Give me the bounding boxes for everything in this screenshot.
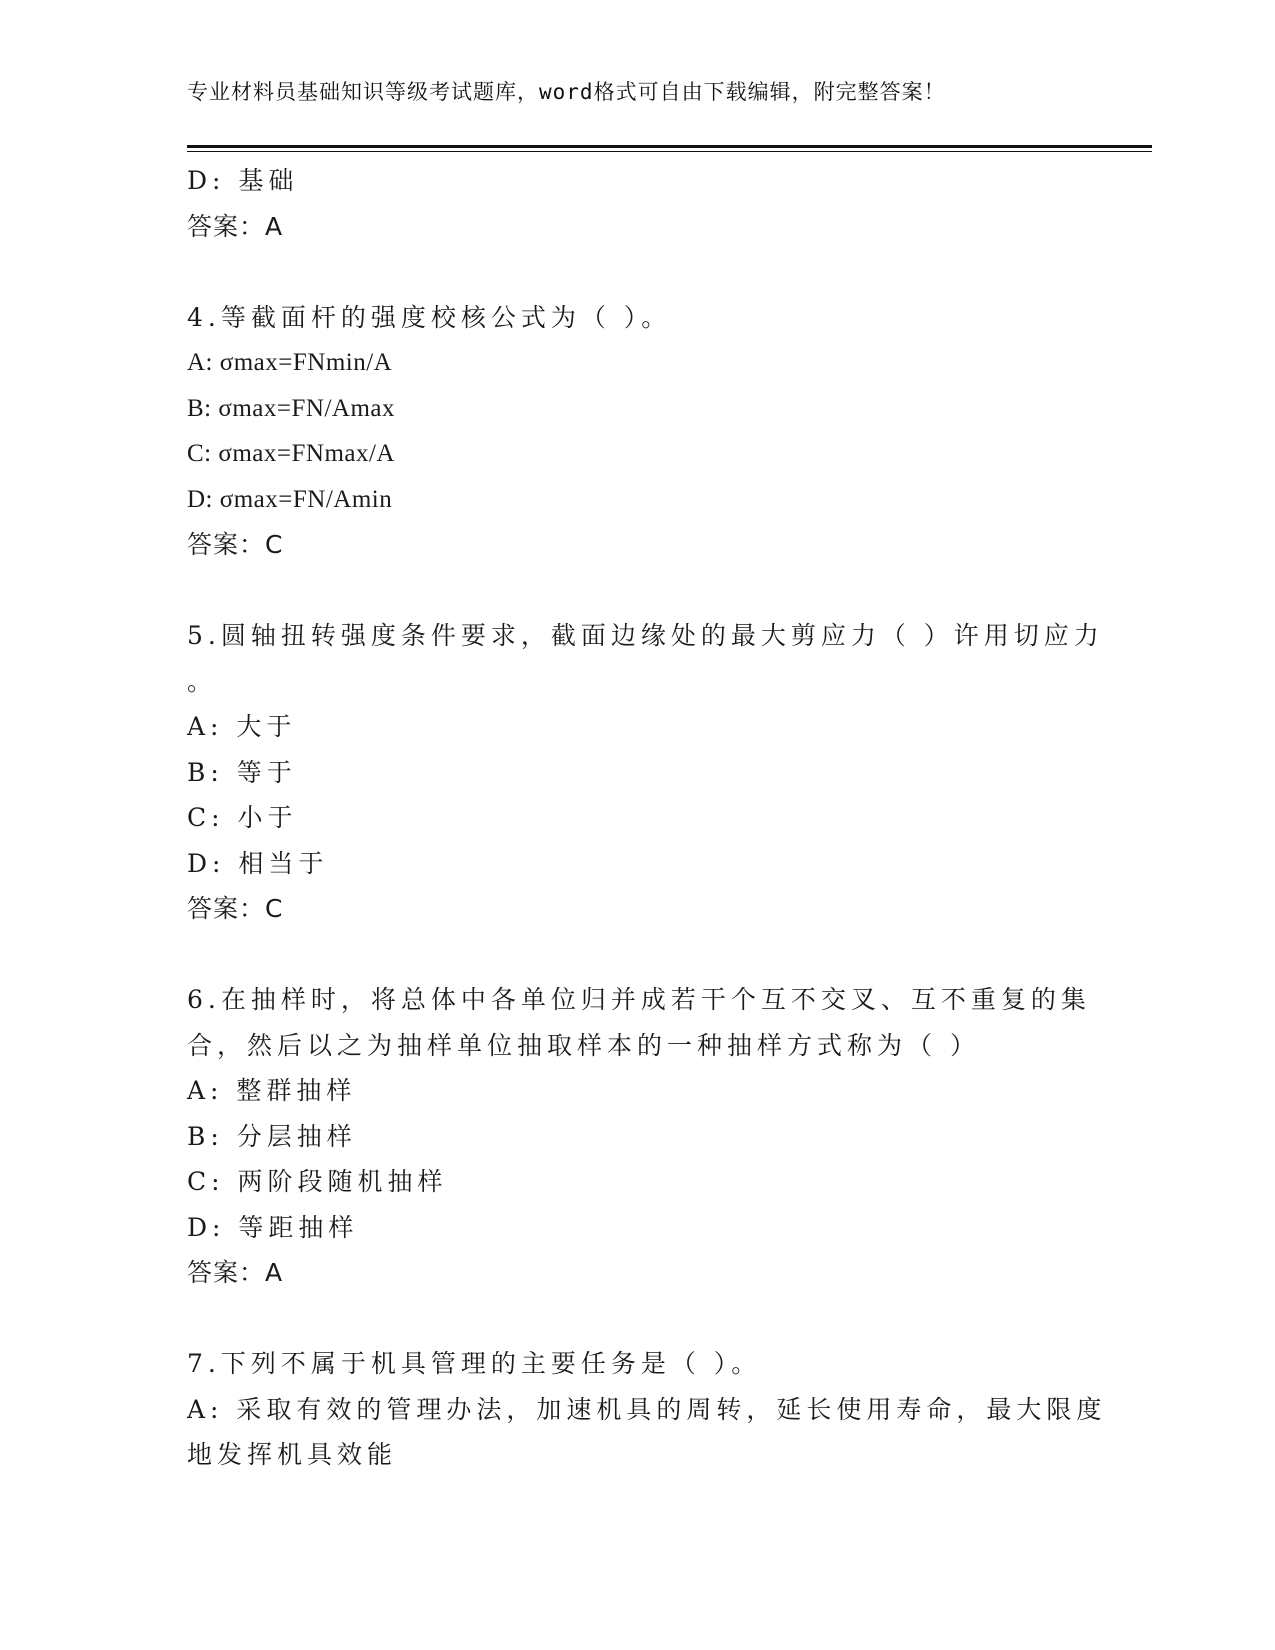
question-stem: 4.等截面杆的强度校核公式为（ ）。 [187,302,672,332]
question-stem-continued: 。 [187,666,218,696]
option-a: A: 整群抽样 [187,1076,357,1105]
option-d: D: 基础 [187,166,299,195]
spacer [187,249,1087,295]
question-stem: 5.圆轴扭转强度条件要求，截面边缘处的最大剪应力（ ）许用切应力 [187,621,1104,650]
answer: 答案：C [187,894,284,923]
header-rule-thin [187,151,1152,152]
spacer [187,932,1087,978]
option-a: A: 采取有效的管理办法，加速机具的周转，延长使用寿命，最大限度 [187,1394,1107,1424]
answer: 答案：C [187,530,284,559]
option-d: D: σmax=FN/Amin [187,485,393,513]
option-b: B: σmax=FN/Amax [187,394,395,422]
spacer [187,568,1087,614]
option-d: D: 等距抽样 [187,1212,359,1242]
question-stem: 7.下列不属于机具管理的主要任务是（ ）。 [187,1349,762,1378]
answer: 答案：A [187,1258,284,1287]
option-a-continued: 地发挥机具效能 [187,1440,398,1469]
option-a: A: σmax=FNmin/A [187,349,393,376]
page-header: 专业材料员基础知识等级考试题库，word格式可自由下载编辑，附完整答案！ [187,80,946,104]
option-a: A: 大于 [187,712,297,741]
question-stem: 6.在抽样时，将总体中各单位归并成若干个互不交叉、互不重复的集 [187,985,1091,1014]
option-c: C: 两阶段随机抽样 [187,1167,448,1196]
option-b: B: 分层抽样 [187,1121,357,1151]
question-stem-continued: 合，然后以之为抽样单位抽取样本的一种抽样方式称为（ ） [187,1030,980,1060]
spacer [187,1296,1087,1342]
answer: 答案：A [187,211,284,241]
option-c: C: σmax=FNmax/A [187,440,395,467]
document-body [187,158,1107,1478]
header-rule-thick [187,145,1152,148]
option-b: B: 等于 [187,757,297,787]
option-c: C: 小于 [187,803,298,832]
option-d: D: 相当于 [187,848,329,878]
